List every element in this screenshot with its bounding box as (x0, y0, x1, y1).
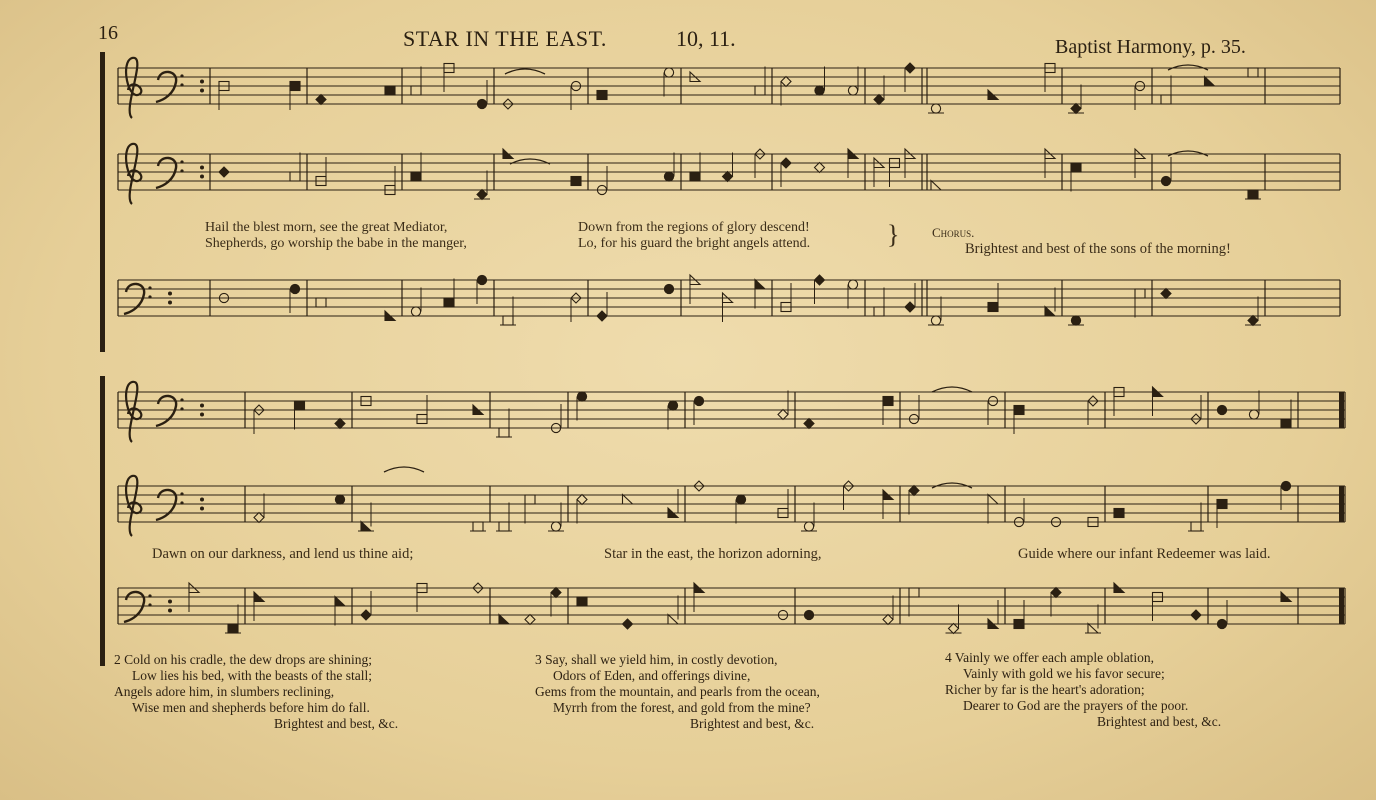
clef-dot (180, 398, 183, 401)
triangle-note (1205, 77, 1215, 87)
final-barline (1339, 392, 1344, 428)
repeat-dot (168, 600, 172, 604)
round-note (815, 86, 824, 95)
repeat-dot (200, 507, 204, 511)
round-note (1217, 619, 1226, 628)
verse-3-line-4: Myrrh from the forest, and gold from the mine? (553, 700, 811, 715)
square-note (988, 303, 998, 312)
verse-3-line-3: Gems from the mountain, and pearls from the ocean, (535, 684, 820, 699)
repeat-dot (168, 301, 172, 305)
diamond-note (781, 77, 791, 87)
square-note (1248, 68, 1258, 77)
square-note (690, 172, 700, 181)
slur (932, 387, 972, 392)
diamond-note (874, 95, 884, 105)
repeat-dot (200, 413, 204, 417)
round-note (664, 172, 673, 181)
diamond-note (804, 419, 814, 429)
round-note (577, 392, 586, 401)
lyric-system2-a: Dawn on our darkness, and lend us thine aid; (152, 546, 414, 562)
treble-clef-icon (126, 144, 141, 204)
round-note (551, 522, 560, 531)
repeat-dot (200, 80, 204, 84)
lyric-line-1b: Down from the regions of glory descend! (578, 220, 810, 235)
diamond-note (1248, 316, 1258, 326)
round-note (1071, 316, 1080, 325)
diamond-note (905, 302, 915, 312)
round-note (694, 396, 703, 405)
diamond-note (361, 610, 371, 620)
clef-dot (180, 501, 183, 504)
verse-3-line-1: 3 Say, shall we yield him, in costly devotion, (535, 652, 778, 667)
clef-dot (148, 594, 151, 597)
repeat-dot (200, 166, 204, 170)
square-note (1248, 190, 1258, 199)
triangle-note (988, 495, 998, 505)
verse-3-line-2: Odors of Eden, and offerings divine, (553, 668, 751, 683)
square-note (316, 298, 326, 307)
diamond-note (254, 513, 264, 523)
square-note (385, 86, 395, 95)
verse-4-line-3: Richer by far is the heart's adoration; (945, 682, 1145, 697)
diamond-note (815, 275, 825, 285)
triangle-note (755, 280, 765, 290)
verse-2-line-2: Low lies his bed, with the beasts of the stall; (132, 668, 372, 683)
square-note (874, 307, 884, 316)
square-note (295, 401, 305, 410)
square-note (411, 86, 421, 95)
clef-dot (148, 286, 151, 289)
diamond-note (815, 163, 825, 173)
square-note (1014, 620, 1024, 629)
round-note (848, 86, 857, 95)
diamond-note (883, 615, 893, 625)
square-note (499, 428, 509, 437)
triangle-note (623, 495, 633, 505)
repeat-dot (200, 175, 204, 179)
verse-3-refrain: Brightest and best, &c. (690, 716, 815, 731)
square-note (228, 624, 238, 633)
clef-dot (180, 169, 183, 172)
square-note (499, 522, 509, 531)
system-bracket (100, 52, 105, 352)
round-note (664, 284, 673, 293)
verse-3 (535, 652, 820, 732)
verse-4-refrain: Brightest and best, &c. (1097, 714, 1222, 729)
square-note (290, 172, 300, 181)
triangle-note (335, 597, 345, 607)
round-note (668, 401, 677, 410)
diamond-note (335, 419, 345, 429)
diamond-note (1071, 104, 1081, 114)
triangle-note (931, 181, 941, 191)
square-note (1114, 509, 1124, 518)
hymn-title: STAR IN THE EAST. (403, 26, 607, 51)
round-note (931, 104, 940, 113)
round-note (804, 610, 813, 619)
verse-brace: } (887, 220, 900, 249)
lyric-system2-c: Guide where our infant Redeemer was laid. (1018, 546, 1271, 562)
diamond-note (778, 410, 788, 420)
round-note (290, 284, 299, 293)
clef-dot (148, 295, 151, 298)
verse-4-line-4: Dearer to God are the prayers of the poor. (963, 698, 1189, 713)
repeat-dot (168, 292, 172, 296)
square-note (503, 316, 513, 325)
square-note (290, 82, 300, 91)
bass-clef-icon (156, 72, 176, 102)
bass-clef-icon (124, 592, 144, 622)
diamond-note (525, 615, 535, 625)
triangle-note (499, 615, 509, 625)
round-note (804, 522, 813, 531)
triangle-note (668, 615, 678, 625)
round-note (1217, 405, 1226, 414)
diamond-note (577, 495, 587, 505)
chorus-lyric: Brightest and best of the sons of the morning! (965, 241, 1231, 257)
round-note (1281, 481, 1290, 490)
square-note (883, 397, 893, 406)
treble-clef-icon (126, 476, 141, 536)
square-note (1071, 163, 1081, 172)
verse-2-line-1: 2 Cold on his cradle, the dew drops are shining; (114, 652, 372, 667)
round-note (736, 495, 745, 504)
diamond-note (1161, 289, 1171, 299)
diamond-note (909, 486, 919, 496)
final-barline (1339, 486, 1344, 522)
final-barline (1339, 588, 1344, 624)
verse-4 (945, 650, 1221, 730)
bass-clef-icon (156, 396, 176, 426)
treble-clef-icon (126, 382, 141, 442)
diamond-note (1051, 588, 1061, 598)
diamond-note (219, 167, 229, 177)
diamond-note (781, 158, 791, 168)
verse-4-line-1: 4 Vainly we offer each ample oblation, (945, 650, 1155, 665)
treble-clef-icon (126, 58, 141, 118)
system-bracket (100, 376, 105, 666)
square-note (411, 172, 421, 181)
round-note (1161, 176, 1170, 185)
triangle-note (1045, 307, 1055, 317)
square-note (1191, 522, 1201, 531)
round-note (477, 99, 486, 108)
bass-clef-icon (156, 158, 176, 188)
clef-dot (180, 74, 183, 77)
clef-dot (148, 603, 151, 606)
diamond-note (905, 63, 915, 73)
diamond-note (551, 588, 561, 598)
square-note (755, 86, 765, 95)
round-note (931, 316, 940, 325)
diamond-note (623, 619, 633, 629)
triangle-note (361, 522, 371, 532)
square-note (1217, 500, 1227, 509)
round-note (848, 280, 857, 289)
lyric-line-2b: Lo, for his guard the bright angels attend. (578, 236, 811, 251)
verse-2-line-3: Angels adore him, in slumbers reclining, (114, 684, 335, 699)
square-note (597, 91, 607, 100)
square-note (444, 298, 454, 307)
verse-4-line-2: Vainly with gold we his favor secure; (963, 666, 1165, 681)
round-note (335, 495, 344, 504)
square-note (1014, 406, 1024, 415)
diamond-note (597, 311, 607, 321)
square-note (473, 522, 483, 531)
round-note (1249, 410, 1258, 419)
slur (384, 467, 424, 472)
repeat-dot (200, 89, 204, 93)
verse-2 (114, 652, 398, 732)
clef-dot (180, 83, 183, 86)
diamond-note (477, 190, 487, 200)
chorus-label: Chorus. (932, 225, 975, 240)
verse-2-line-4: Wise men and shepherds before him do fall. (132, 700, 370, 715)
square-note (1161, 95, 1171, 104)
diamond-note (1191, 610, 1201, 620)
round-note (477, 275, 486, 284)
clef-dot (180, 492, 183, 495)
square-note (577, 597, 587, 606)
square-note (909, 588, 919, 597)
repeat-dot (200, 404, 204, 408)
square-note (1281, 419, 1291, 428)
clef-dot (180, 407, 183, 410)
bass-clef-icon (156, 490, 176, 520)
hymn-meter: 10, 11. (676, 26, 736, 51)
square-note (525, 495, 535, 504)
square-note (1135, 289, 1145, 298)
round-note (664, 68, 673, 77)
lyric-line-2a: Shepherds, go worship the babe in the manger, (205, 236, 467, 251)
repeat-dot (168, 609, 172, 613)
round-note (411, 307, 420, 316)
hymn-source: Baptist Harmony, p. 35. (1055, 36, 1246, 58)
bass-clef-icon (124, 284, 144, 314)
diamond-note (949, 624, 959, 634)
slur (505, 69, 545, 74)
square-note (571, 177, 581, 186)
lyric-line-1a: Hail the blest morn, see the great Mediator, (205, 220, 448, 235)
triangle-note (1088, 624, 1098, 634)
clef-dot (180, 160, 183, 163)
diamond-note (723, 172, 733, 182)
lyric-system2-b: Star in the east, the horizon adorning, (604, 546, 822, 562)
page-number: 16 (98, 22, 118, 44)
verse-2-refrain: Brightest and best, &c. (274, 716, 399, 731)
repeat-dot (200, 498, 204, 502)
diamond-note (316, 95, 326, 105)
